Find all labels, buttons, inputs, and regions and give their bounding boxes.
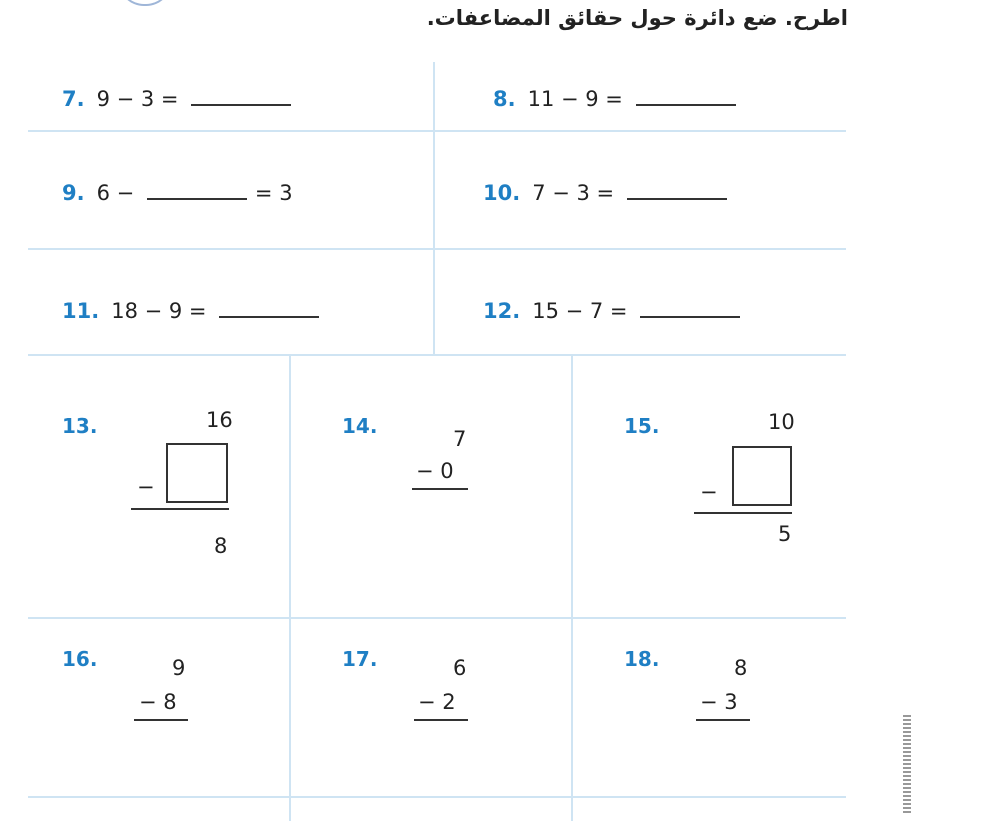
answer-blank[interactable] — [191, 86, 291, 106]
problem-number-14: 14. — [342, 414, 378, 438]
minus-sign: − — [137, 475, 155, 499]
answer-blank[interactable] — [147, 180, 247, 200]
answer-bar — [414, 719, 468, 721]
answer-bar — [696, 719, 750, 721]
subtrahend: − 8 — [139, 690, 177, 714]
answer-bar — [134, 719, 188, 721]
subtrahend: − 3 — [700, 690, 738, 714]
problem-8 — [493, 86, 736, 111]
problem-number: 7. — [62, 87, 85, 111]
instruction-title: اطرح. ضع دائرة حول حقائق المضاعفات. — [426, 6, 848, 30]
answer-bar — [131, 508, 229, 510]
problem-number: 12. — [483, 299, 521, 323]
subtrahend: − 2 — [418, 690, 456, 714]
logo-arc-icon — [118, 0, 172, 6]
problem-9 — [62, 180, 293, 205]
minuend: 9 — [172, 656, 186, 680]
answer-bar — [694, 512, 792, 514]
problem-number-13: 13. — [62, 414, 98, 438]
problem-expression: 7 − 3 = — [532, 181, 615, 205]
grid-line — [28, 130, 846, 132]
problem-7 — [62, 86, 291, 111]
answer-blank[interactable] — [636, 86, 736, 106]
answer-blank[interactable] — [219, 298, 319, 318]
minuend: 10 — [768, 410, 795, 434]
answer-bar — [412, 488, 468, 490]
difference: 8 — [214, 534, 228, 558]
problem-number: 8. — [493, 87, 516, 111]
minuend: 6 — [453, 656, 467, 680]
problem-number-17: 17. — [342, 647, 378, 671]
grid-line — [571, 354, 573, 821]
answer-box[interactable] — [732, 446, 792, 506]
problem-expression: 18 − 9 = — [111, 299, 207, 323]
grid-line — [289, 354, 291, 821]
grid-line — [28, 248, 846, 250]
problem-number-18: 18. — [624, 647, 660, 671]
subtrahend: − 0 — [416, 459, 454, 483]
problem-number: 10. — [483, 181, 521, 205]
problem-number-15: 15. — [624, 414, 660, 438]
problem-expression: 11 − 9 = — [527, 87, 623, 111]
problem-12 — [483, 298, 740, 323]
problem-expression: 6 − — [96, 181, 135, 205]
problem-expression: 15 − 7 = — [532, 299, 628, 323]
problem-number: 9. — [62, 181, 85, 205]
grid-line — [28, 617, 846, 619]
grid-line — [28, 796, 846, 798]
minuend: 7 — [453, 427, 467, 451]
minuend: 8 — [734, 656, 748, 680]
copyright-mark — [903, 715, 911, 815]
problem-number: 11. — [62, 299, 100, 323]
answer-blank[interactable] — [640, 298, 740, 318]
problem-number-16: 16. — [62, 647, 98, 671]
problem-expression: 9 − 3 = — [96, 87, 179, 111]
difference: 5 — [778, 522, 792, 546]
answer-blank[interactable] — [627, 180, 727, 200]
minus-sign: − — [700, 480, 718, 504]
grid-line — [433, 62, 435, 354]
problem-expression-end: = 3 — [254, 181, 293, 205]
minuend: 16 — [206, 408, 233, 432]
problem-11 — [62, 298, 319, 323]
answer-box[interactable] — [166, 443, 228, 503]
problem-10 — [483, 180, 727, 205]
grid-line — [28, 354, 846, 356]
